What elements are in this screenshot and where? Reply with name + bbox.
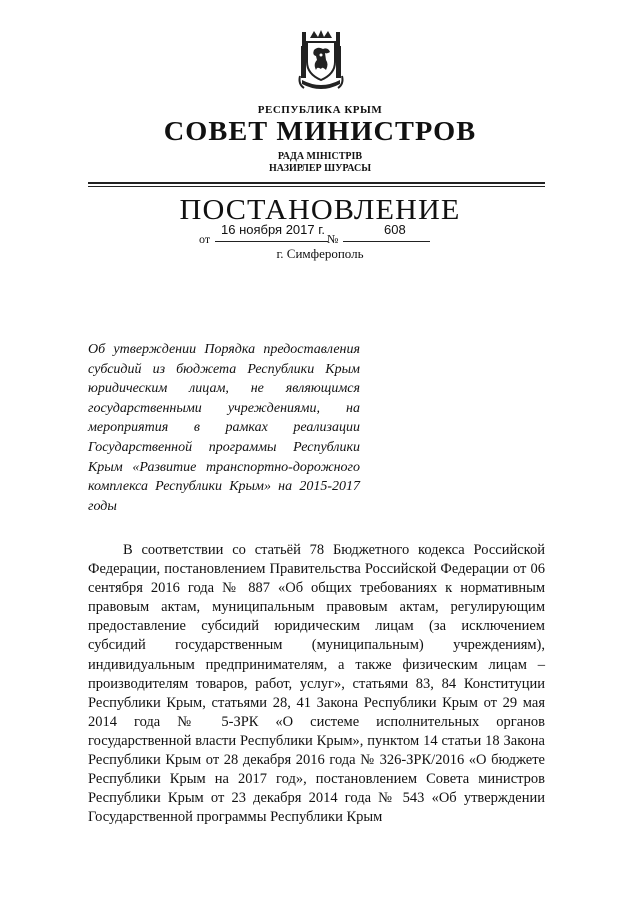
- city-name: г. Симферополь: [276, 246, 364, 261]
- council-title-crimean-tatar: НАЗИРЛЕР ШУРАСЫ: [268, 163, 372, 174]
- council-title: СОВЕТ МИНИСТРОВ: [163, 116, 477, 146]
- decree-date: 16 ноября 2017 г.: [221, 222, 325, 237]
- decree-number: 608: [384, 222, 406, 237]
- number-label: №: [327, 232, 339, 246]
- decree-dateline: [0, 222, 640, 246]
- decree-body-paragraph: В соответствии со статьёй 78 Бюджетного кодекса Российской Федерации, постановлением Правительства Российской Федерации от 06 сентября 2016 года № 887 «Об общих требованиях к нормативным правовым актам, муниципальным правовым актам, регулирующим предоставление субсидий юридическим лицам (за исключением субсидий государственным (муниципальным) учреждениям), индивидуальным предпринимателям, а также физическим лицам – производителям товаров, работ, услуг», статьями 83, 84 Конституции Республики Крым, статьями 28, 41 Закона Республики Крым от 29 мая 2014 года № 5-ЗРК «О системе исполнительных органов государственной власти Республики Крым», пунктом 14 статьи 18 Закона Республики Крым от 28 декабря 2016 года № 326-ЗРК/2016 «О бюджете Республики Крым на 2017 год», постановлением Совета министров Республики Крым от 23 декабря 2014 года № 543 «Об утверждении Государственной программы Республики Крым: [88, 542, 545, 826]
- number-underline: [343, 241, 430, 242]
- republic-name: РЕСПУБЛИКА КРЫМ: [257, 104, 383, 116]
- decree-subject: Об утверждении Порядка предоставления субсидий из бюджета Республики Крым юридическим лицам, не являющимся государственными учреждениями, на мероприятия в рамках реализации Государственной программы Республики Крым «Развитие транспортно-дорожного комплекса Республики Крым» на 2015-2017 годы: [88, 342, 360, 514]
- crimea-coat-of-arms-icon: [296, 28, 346, 94]
- decree-title: ПОСТАНОВЛЕНИЕ: [179, 195, 461, 226]
- date-underline: [215, 241, 328, 242]
- council-title-ukrainian: РАДА МІНІСТРІВ: [277, 151, 363, 162]
- header-divider-thick: [88, 182, 545, 184]
- date-prefix-label: от: [199, 232, 211, 246]
- header-divider-thin: [88, 186, 545, 187]
